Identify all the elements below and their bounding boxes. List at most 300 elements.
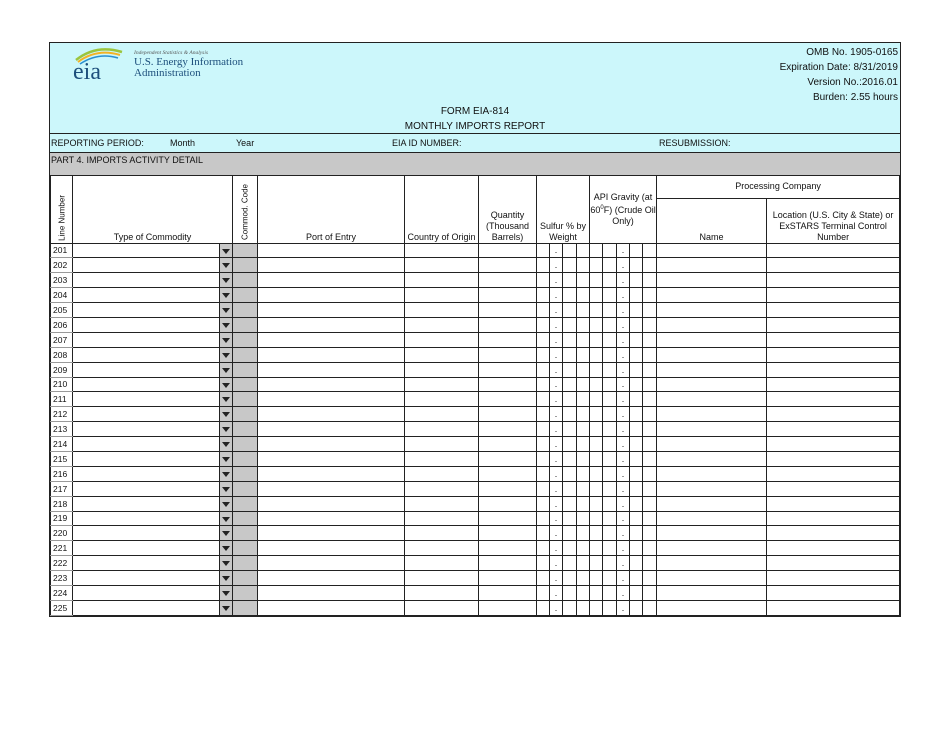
sulfur-digit-input[interactable]: [563, 362, 577, 377]
commodity-select[interactable]: [73, 303, 220, 318]
company-name-input[interactable]: [657, 377, 767, 392]
sulfur-digit-input[interactable]: [563, 585, 577, 600]
api-digit-input[interactable]: [590, 273, 603, 288]
company-name-input[interactable]: [657, 392, 767, 407]
port-of-entry-input[interactable]: [258, 317, 405, 332]
sulfur-digit-input[interactable]: [563, 481, 577, 496]
sulfur-digit-input[interactable]: [577, 571, 590, 586]
api-digit-input[interactable]: [590, 347, 603, 362]
company-location-input[interactable]: [767, 600, 900, 615]
port-of-entry-input[interactable]: [258, 511, 405, 526]
api-digit-input[interactable]: [630, 422, 643, 437]
api-digit-input[interactable]: [630, 392, 643, 407]
commodity-dropdown-icon[interactable]: [220, 466, 233, 481]
quantity-input[interactable]: [479, 451, 537, 466]
api-digit-input[interactable]: [630, 407, 643, 422]
company-location-input[interactable]: [767, 288, 900, 303]
company-name-input[interactable]: [657, 496, 767, 511]
api-digit-input[interactable]: [630, 511, 643, 526]
commodity-dropdown-icon[interactable]: [220, 332, 233, 347]
country-of-origin-input[interactable]: [405, 466, 479, 481]
api-digit-input[interactable]: [603, 451, 617, 466]
country-of-origin-input[interactable]: [405, 451, 479, 466]
sulfur-digit-input[interactable]: [563, 377, 577, 392]
commodity-dropdown-icon[interactable]: [220, 273, 233, 288]
api-digit-input[interactable]: [603, 526, 617, 541]
country-of-origin-input[interactable]: [405, 526, 479, 541]
commodity-dropdown-icon[interactable]: [220, 526, 233, 541]
api-digit-input[interactable]: [643, 273, 657, 288]
quantity-input[interactable]: [479, 437, 537, 452]
port-of-entry-input[interactable]: [258, 451, 405, 466]
quantity-input[interactable]: [479, 243, 537, 258]
port-of-entry-input[interactable]: [258, 243, 405, 258]
commodity-select[interactable]: [73, 273, 220, 288]
sulfur-digit-input[interactable]: [537, 466, 550, 481]
api-digit-input[interactable]: [643, 288, 657, 303]
sulfur-digit-input[interactable]: [577, 362, 590, 377]
api-digit-input[interactable]: [590, 377, 603, 392]
sulfur-digit-input[interactable]: [537, 481, 550, 496]
sulfur-digit-input[interactable]: [537, 347, 550, 362]
commodity-select[interactable]: [73, 481, 220, 496]
sulfur-digit-input[interactable]: [577, 466, 590, 481]
commodity-select[interactable]: [73, 377, 220, 392]
api-digit-input[interactable]: [630, 303, 643, 318]
company-name-input[interactable]: [657, 451, 767, 466]
api-digit-input[interactable]: [643, 466, 657, 481]
api-digit-input[interactable]: [603, 496, 617, 511]
commodity-dropdown-icon[interactable]: [220, 481, 233, 496]
port-of-entry-input[interactable]: [258, 600, 405, 615]
sulfur-digit-input[interactable]: [563, 437, 577, 452]
commodity-dropdown-icon[interactable]: [220, 407, 233, 422]
api-digit-input[interactable]: [603, 347, 617, 362]
country-of-origin-input[interactable]: [405, 243, 479, 258]
api-digit-input[interactable]: [630, 600, 643, 615]
country-of-origin-input[interactable]: [405, 317, 479, 332]
port-of-entry-input[interactable]: [258, 541, 405, 556]
sulfur-digit-input[interactable]: [537, 541, 550, 556]
sulfur-digit-input[interactable]: [577, 317, 590, 332]
api-digit-input[interactable]: [643, 481, 657, 496]
api-digit-input[interactable]: [590, 332, 603, 347]
commodity-select[interactable]: [73, 556, 220, 571]
api-digit-input[interactable]: [630, 481, 643, 496]
api-digit-input[interactable]: [643, 422, 657, 437]
api-digit-input[interactable]: [643, 407, 657, 422]
company-name-input[interactable]: [657, 600, 767, 615]
sulfur-digit-input[interactable]: [563, 556, 577, 571]
company-name-input[interactable]: [657, 407, 767, 422]
company-location-input[interactable]: [767, 422, 900, 437]
port-of-entry-input[interactable]: [258, 496, 405, 511]
api-digit-input[interactable]: [603, 332, 617, 347]
api-digit-input[interactable]: [643, 556, 657, 571]
commodity-dropdown-icon[interactable]: [220, 317, 233, 332]
api-digit-input[interactable]: [643, 571, 657, 586]
sulfur-digit-input[interactable]: [563, 243, 577, 258]
api-digit-input[interactable]: [590, 511, 603, 526]
api-digit-input[interactable]: [630, 466, 643, 481]
quantity-input[interactable]: [479, 422, 537, 437]
country-of-origin-input[interactable]: [405, 273, 479, 288]
company-location-input[interactable]: [767, 437, 900, 452]
api-digit-input[interactable]: [603, 481, 617, 496]
sulfur-digit-input[interactable]: [563, 347, 577, 362]
api-digit-input[interactable]: [643, 317, 657, 332]
api-digit-input[interactable]: [590, 466, 603, 481]
sulfur-digit-input[interactable]: [537, 585, 550, 600]
quantity-input[interactable]: [479, 571, 537, 586]
api-digit-input[interactable]: [630, 347, 643, 362]
sulfur-digit-input[interactable]: [563, 511, 577, 526]
company-name-input[interactable]: [657, 332, 767, 347]
sulfur-digit-input[interactable]: [577, 273, 590, 288]
commodity-dropdown-icon[interactable]: [220, 556, 233, 571]
company-name-input[interactable]: [657, 243, 767, 258]
commodity-select[interactable]: [73, 511, 220, 526]
api-digit-input[interactable]: [630, 571, 643, 586]
api-digit-input[interactable]: [603, 303, 617, 318]
company-location-input[interactable]: [767, 511, 900, 526]
sulfur-digit-input[interactable]: [537, 258, 550, 273]
api-digit-input[interactable]: [590, 496, 603, 511]
sulfur-digit-input[interactable]: [537, 556, 550, 571]
company-location-input[interactable]: [767, 556, 900, 571]
commodity-select[interactable]: [73, 243, 220, 258]
company-location-input[interactable]: [767, 466, 900, 481]
sulfur-digit-input[interactable]: [537, 288, 550, 303]
sulfur-digit-input[interactable]: [577, 481, 590, 496]
api-digit-input[interactable]: [603, 317, 617, 332]
api-digit-input[interactable]: [630, 451, 643, 466]
api-digit-input[interactable]: [590, 541, 603, 556]
quantity-input[interactable]: [479, 273, 537, 288]
api-digit-input[interactable]: [590, 600, 603, 615]
quantity-input[interactable]: [479, 377, 537, 392]
commodity-select[interactable]: [73, 466, 220, 481]
api-digit-input[interactable]: [590, 288, 603, 303]
sulfur-digit-input[interactable]: [563, 496, 577, 511]
company-location-input[interactable]: [767, 585, 900, 600]
country-of-origin-input[interactable]: [405, 347, 479, 362]
country-of-origin-input[interactable]: [405, 481, 479, 496]
api-digit-input[interactable]: [630, 288, 643, 303]
sulfur-digit-input[interactable]: [563, 303, 577, 318]
sulfur-digit-input[interactable]: [577, 407, 590, 422]
api-digit-input[interactable]: [603, 422, 617, 437]
sulfur-digit-input[interactable]: [577, 511, 590, 526]
commodity-dropdown-icon[interactable]: [220, 541, 233, 556]
commodity-dropdown-icon[interactable]: [220, 600, 233, 615]
api-digit-input[interactable]: [630, 585, 643, 600]
api-digit-input[interactable]: [590, 571, 603, 586]
company-location-input[interactable]: [767, 496, 900, 511]
api-digit-input[interactable]: [603, 541, 617, 556]
api-digit-input[interactable]: [603, 288, 617, 303]
api-digit-input[interactable]: [590, 303, 603, 318]
quantity-input[interactable]: [479, 466, 537, 481]
commodity-select[interactable]: [73, 600, 220, 615]
sulfur-digit-input[interactable]: [537, 392, 550, 407]
company-location-input[interactable]: [767, 481, 900, 496]
sulfur-digit-input[interactable]: [563, 317, 577, 332]
api-digit-input[interactable]: [603, 511, 617, 526]
sulfur-digit-input[interactable]: [563, 258, 577, 273]
api-digit-input[interactable]: [643, 526, 657, 541]
country-of-origin-input[interactable]: [405, 571, 479, 586]
api-digit-input[interactable]: [643, 511, 657, 526]
commodity-dropdown-icon[interactable]: [220, 496, 233, 511]
api-digit-input[interactable]: [603, 466, 617, 481]
api-digit-input[interactable]: [603, 273, 617, 288]
sulfur-digit-input[interactable]: [563, 600, 577, 615]
sulfur-digit-input[interactable]: [577, 437, 590, 452]
sulfur-digit-input[interactable]: [537, 377, 550, 392]
api-digit-input[interactable]: [590, 556, 603, 571]
port-of-entry-input[interactable]: [258, 585, 405, 600]
api-digit-input[interactable]: [643, 600, 657, 615]
api-digit-input[interactable]: [590, 243, 603, 258]
sulfur-digit-input[interactable]: [577, 422, 590, 437]
sulfur-digit-input[interactable]: [577, 496, 590, 511]
port-of-entry-input[interactable]: [258, 332, 405, 347]
api-digit-input[interactable]: [643, 451, 657, 466]
quantity-input[interactable]: [479, 496, 537, 511]
port-of-entry-input[interactable]: [258, 437, 405, 452]
sulfur-digit-input[interactable]: [537, 526, 550, 541]
sulfur-digit-input[interactable]: [537, 317, 550, 332]
commodity-select[interactable]: [73, 332, 220, 347]
sulfur-digit-input[interactable]: [537, 496, 550, 511]
country-of-origin-input[interactable]: [405, 258, 479, 273]
sulfur-digit-input[interactable]: [577, 556, 590, 571]
sulfur-digit-input[interactable]: [577, 303, 590, 318]
sulfur-digit-input[interactable]: [537, 243, 550, 258]
sulfur-digit-input[interactable]: [563, 526, 577, 541]
sulfur-digit-input[interactable]: [563, 332, 577, 347]
port-of-entry-input[interactable]: [258, 526, 405, 541]
api-digit-input[interactable]: [643, 258, 657, 273]
api-digit-input[interactable]: [603, 377, 617, 392]
company-location-input[interactable]: [767, 362, 900, 377]
sulfur-digit-input[interactable]: [537, 451, 550, 466]
sulfur-digit-input[interactable]: [563, 422, 577, 437]
quantity-input[interactable]: [479, 511, 537, 526]
api-digit-input[interactable]: [590, 422, 603, 437]
sulfur-digit-input[interactable]: [537, 332, 550, 347]
api-digit-input[interactable]: [643, 496, 657, 511]
company-name-input[interactable]: [657, 362, 767, 377]
api-digit-input[interactable]: [630, 556, 643, 571]
country-of-origin-input[interactable]: [405, 437, 479, 452]
api-digit-input[interactable]: [643, 437, 657, 452]
commodity-select[interactable]: [73, 585, 220, 600]
company-name-input[interactable]: [657, 422, 767, 437]
company-name-input[interactable]: [657, 466, 767, 481]
port-of-entry-input[interactable]: [258, 258, 405, 273]
company-name-input[interactable]: [657, 526, 767, 541]
api-digit-input[interactable]: [643, 303, 657, 318]
commodity-select[interactable]: [73, 571, 220, 586]
port-of-entry-input[interactable]: [258, 556, 405, 571]
commodity-dropdown-icon[interactable]: [220, 451, 233, 466]
company-location-input[interactable]: [767, 451, 900, 466]
api-digit-input[interactable]: [590, 585, 603, 600]
commodity-select[interactable]: [73, 451, 220, 466]
api-digit-input[interactable]: [630, 541, 643, 556]
company-name-input[interactable]: [657, 437, 767, 452]
company-location-input[interactable]: [767, 303, 900, 318]
company-location-input[interactable]: [767, 526, 900, 541]
api-digit-input[interactable]: [603, 571, 617, 586]
quantity-input[interactable]: [479, 556, 537, 571]
commodity-select[interactable]: [73, 347, 220, 362]
commodity-select[interactable]: [73, 407, 220, 422]
company-name-input[interactable]: [657, 585, 767, 600]
sulfur-digit-input[interactable]: [537, 437, 550, 452]
company-location-input[interactable]: [767, 377, 900, 392]
port-of-entry-input[interactable]: [258, 481, 405, 496]
country-of-origin-input[interactable]: [405, 422, 479, 437]
api-digit-input[interactable]: [643, 347, 657, 362]
country-of-origin-input[interactable]: [405, 600, 479, 615]
sulfur-digit-input[interactable]: [537, 600, 550, 615]
api-digit-input[interactable]: [590, 526, 603, 541]
quantity-input[interactable]: [479, 332, 537, 347]
sulfur-digit-input[interactable]: [537, 511, 550, 526]
quantity-input[interactable]: [479, 258, 537, 273]
sulfur-digit-input[interactable]: [577, 541, 590, 556]
company-location-input[interactable]: [767, 541, 900, 556]
sulfur-digit-input[interactable]: [577, 600, 590, 615]
api-digit-input[interactable]: [603, 437, 617, 452]
sulfur-digit-input[interactable]: [577, 347, 590, 362]
commodity-dropdown-icon[interactable]: [220, 571, 233, 586]
api-digit-input[interactable]: [630, 258, 643, 273]
api-digit-input[interactable]: [630, 362, 643, 377]
api-digit-input[interactable]: [630, 526, 643, 541]
api-digit-input[interactable]: [643, 377, 657, 392]
port-of-entry-input[interactable]: [258, 347, 405, 362]
api-digit-input[interactable]: [603, 600, 617, 615]
commodity-dropdown-icon[interactable]: [220, 362, 233, 377]
api-digit-input[interactable]: [643, 392, 657, 407]
country-of-origin-input[interactable]: [405, 288, 479, 303]
sulfur-digit-input[interactable]: [563, 451, 577, 466]
company-location-input[interactable]: [767, 571, 900, 586]
port-of-entry-input[interactable]: [258, 571, 405, 586]
sulfur-digit-input[interactable]: [563, 541, 577, 556]
country-of-origin-input[interactable]: [405, 362, 479, 377]
commodity-select[interactable]: [73, 496, 220, 511]
sulfur-digit-input[interactable]: [577, 451, 590, 466]
company-name-input[interactable]: [657, 347, 767, 362]
company-location-input[interactable]: [767, 273, 900, 288]
quantity-input[interactable]: [479, 362, 537, 377]
commodity-select[interactable]: [73, 422, 220, 437]
commodity-dropdown-icon[interactable]: [220, 422, 233, 437]
company-name-input[interactable]: [657, 556, 767, 571]
commodity-select[interactable]: [73, 258, 220, 273]
commodity-select[interactable]: [73, 526, 220, 541]
quantity-input[interactable]: [479, 481, 537, 496]
commodity-select[interactable]: [73, 362, 220, 377]
api-digit-input[interactable]: [603, 392, 617, 407]
sulfur-digit-input[interactable]: [577, 392, 590, 407]
api-digit-input[interactable]: [590, 437, 603, 452]
country-of-origin-input[interactable]: [405, 585, 479, 600]
company-location-input[interactable]: [767, 258, 900, 273]
commodity-dropdown-icon[interactable]: [220, 377, 233, 392]
sulfur-digit-input[interactable]: [577, 332, 590, 347]
country-of-origin-input[interactable]: [405, 407, 479, 422]
company-name-input[interactable]: [657, 273, 767, 288]
api-digit-input[interactable]: [643, 243, 657, 258]
company-location-input[interactable]: [767, 347, 900, 362]
port-of-entry-input[interactable]: [258, 392, 405, 407]
api-digit-input[interactable]: [590, 317, 603, 332]
api-digit-input[interactable]: [630, 317, 643, 332]
commodity-select[interactable]: [73, 541, 220, 556]
quantity-input[interactable]: [479, 526, 537, 541]
company-name-input[interactable]: [657, 258, 767, 273]
sulfur-digit-input[interactable]: [577, 585, 590, 600]
api-digit-input[interactable]: [630, 332, 643, 347]
quantity-input[interactable]: [479, 600, 537, 615]
company-name-input[interactable]: [657, 481, 767, 496]
port-of-entry-input[interactable]: [258, 303, 405, 318]
api-digit-input[interactable]: [590, 451, 603, 466]
company-location-input[interactable]: [767, 392, 900, 407]
quantity-input[interactable]: [479, 303, 537, 318]
port-of-entry-input[interactable]: [258, 273, 405, 288]
port-of-entry-input[interactable]: [258, 422, 405, 437]
quantity-input[interactable]: [479, 392, 537, 407]
api-digit-input[interactable]: [630, 243, 643, 258]
port-of-entry-input[interactable]: [258, 407, 405, 422]
quantity-input[interactable]: [479, 347, 537, 362]
api-digit-input[interactable]: [630, 273, 643, 288]
api-digit-input[interactable]: [643, 585, 657, 600]
country-of-origin-input[interactable]: [405, 392, 479, 407]
quantity-input[interactable]: [479, 288, 537, 303]
sulfur-digit-input[interactable]: [563, 288, 577, 303]
port-of-entry-input[interactable]: [258, 466, 405, 481]
company-name-input[interactable]: [657, 511, 767, 526]
sulfur-digit-input[interactable]: [577, 243, 590, 258]
sulfur-digit-input[interactable]: [563, 571, 577, 586]
api-digit-input[interactable]: [630, 496, 643, 511]
company-location-input[interactable]: [767, 407, 900, 422]
api-digit-input[interactable]: [643, 332, 657, 347]
api-digit-input[interactable]: [603, 407, 617, 422]
api-digit-input[interactable]: [630, 377, 643, 392]
sulfur-digit-input[interactable]: [537, 571, 550, 586]
api-digit-input[interactable]: [643, 362, 657, 377]
commodity-dropdown-icon[interactable]: [220, 303, 233, 318]
commodity-dropdown-icon[interactable]: [220, 288, 233, 303]
company-location-input[interactable]: [767, 243, 900, 258]
sulfur-digit-input[interactable]: [537, 422, 550, 437]
sulfur-digit-input[interactable]: [563, 407, 577, 422]
quantity-input[interactable]: [479, 317, 537, 332]
sulfur-digit-input[interactable]: [537, 407, 550, 422]
quantity-input[interactable]: [479, 585, 537, 600]
sulfur-digit-input[interactable]: [563, 466, 577, 481]
api-digit-input[interactable]: [630, 437, 643, 452]
